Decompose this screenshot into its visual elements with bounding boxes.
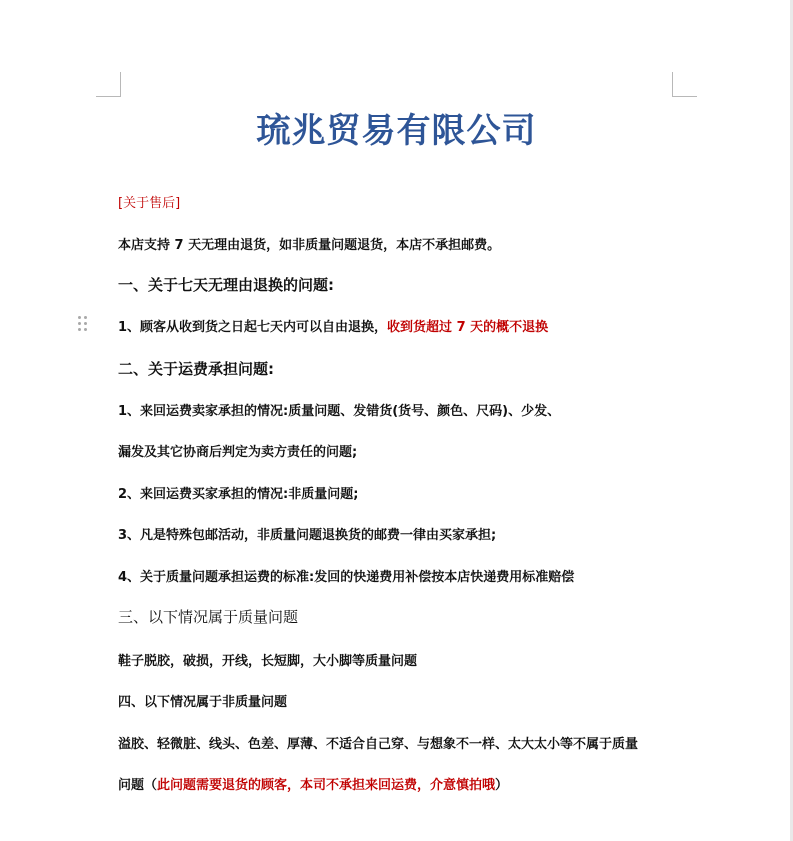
margin-corner-top-right [672, 72, 697, 97]
section1-item1-highlight: 收到货超过 7 天的概不退换 [387, 320, 549, 335]
section4-heading: 四、以下情况属于非质量问题 [118, 695, 288, 710]
section2-item1-line1: 1、来回运费卖家承担的情况:质量问题、发错货(货号、颜色、尺码)、少发、 [118, 404, 561, 419]
section2-item3: 3、凡是特殊包邮活动，非质量问题退换货的邮费一律由买家承担; [118, 528, 497, 543]
intro-paragraph: 本店支持 7 天无理由退货，如非质量问题退货，本店不承担邮费。 [118, 238, 501, 253]
paragraph-drag-handle-icon[interactable] [78, 316, 88, 332]
section2-item4: 4、关于质量问题承担运费的标准:发回的快递费用补偿按本店快递费用标准赔偿 [118, 570, 575, 585]
section1-item1-text: 1、顾客从收到货之日起七天内可以自由退换， [118, 320, 388, 335]
after-sales-tag: [关于售后] [118, 196, 181, 211]
section1-heading: 一、关于七天无理由退换的问题: [118, 276, 335, 294]
section4-line2-end: ） [495, 778, 509, 793]
section3-text: 鞋子脱胶，破损，开线，长短脚，大小脚等质量问题 [118, 654, 418, 669]
document-title: 琉兆贸易有限公司 [256, 111, 537, 151]
section2-heading: 二、关于运费承担问题: [118, 360, 274, 378]
section2-item2: 2、来回运费买家承担的情况:非质量问题; [118, 487, 359, 502]
section4-line2-start: 问题（ [118, 778, 158, 793]
section4-text-line2 [118, 774, 508, 793]
section4-text-line1: 溢胶、轻微脏、线头、色差、厚薄、不适合自己穿、与想象不一样、太大太小等不属于质量 [118, 737, 639, 752]
margin-corner-top-left [96, 72, 121, 97]
section1-item1 [118, 316, 548, 335]
section2-item1-line2: 漏发及其它协商后判定为卖方责任的问题; [118, 445, 358, 460]
section4-line2-highlight: 此问题需要退货的顾客，本司不承担来回运费，介意慎拍哦 [157, 778, 496, 793]
section3-heading: 三、以下情况属于质量问题 [118, 608, 299, 626]
